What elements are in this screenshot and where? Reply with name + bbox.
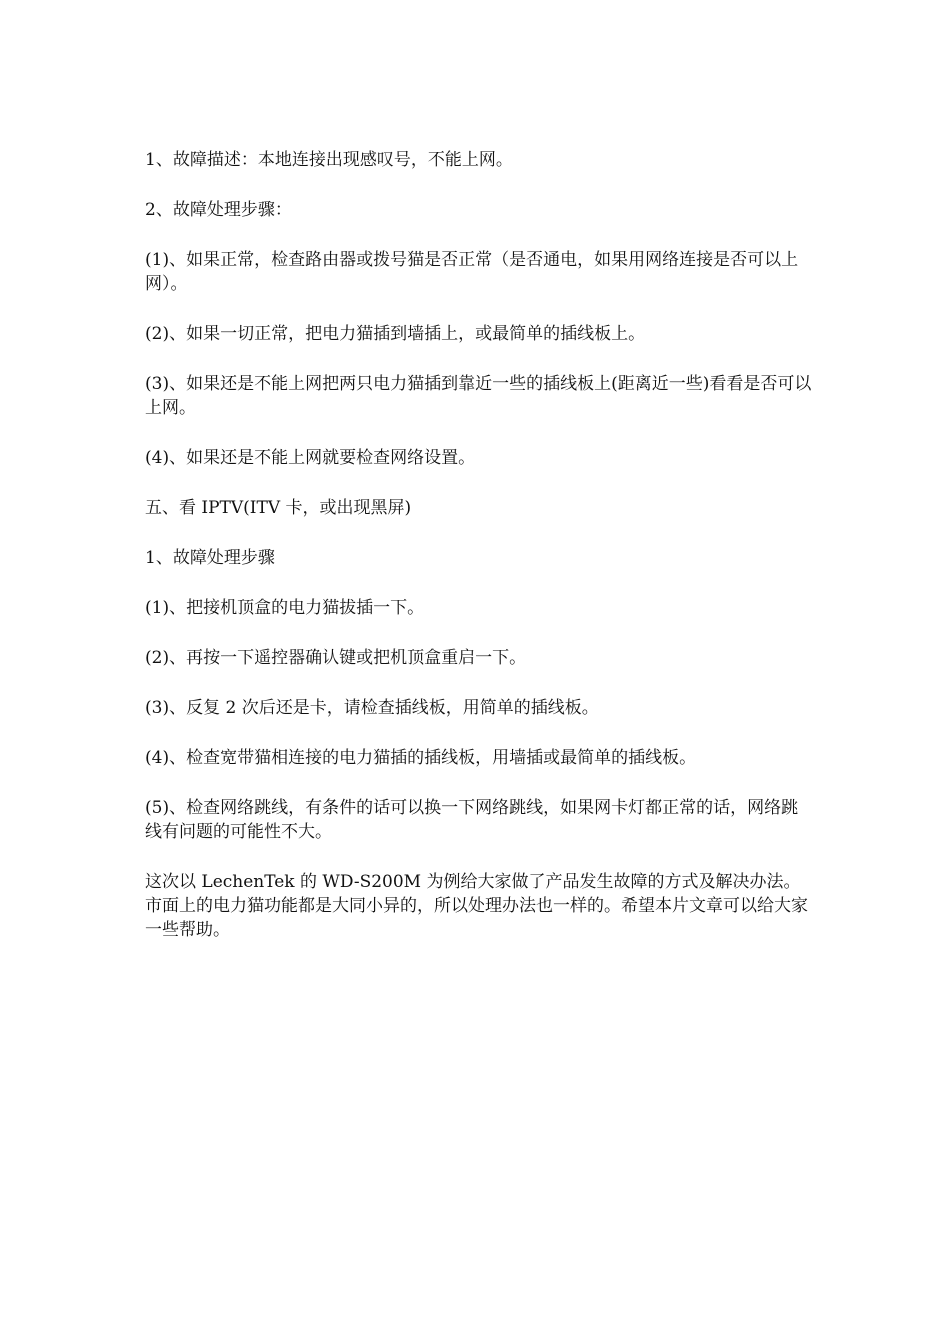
fault-steps-heading: 2、故障处理步骤： [145,200,292,220]
step-2-plug-wall: (2)、如果一切正常，把电力猫插到墙插上，或最简单的插线板上。 [145,324,646,344]
iptv-step-2: (2)、再按一下遥控器确认键或把机顶盒重启一下。 [145,648,527,668]
step-3-move-closer: (3)、如果还是不能上网把两只电力猫插到靠近一些的插线板上(距离近一些)看看是否可以上网。 [145,374,812,418]
closing-paragraph: 这次以 LechenTek 的 WD-S200M 为例给大家做了产品发生故障的方式及解决办法。市面上的电力猫功能都是大同小异的，所以处理办法也一样的。希望本片文章可以给大家一些帮助。 [145,872,808,940]
section-5-heading: 五、看 IPTV(ITV 卡，或出现黑屏) [145,498,412,518]
step-1-check-router: (1)、如果正常，检查路由器或拨号猫是否正常（是否通电，如果用网络连接是否可以上网）。 [145,250,799,294]
iptv-step-5: (5)、检查网络跳线，有条件的话可以换一下网络跳线，如果网卡灯都正常的话，网络跳线有问题的可能性不大。 [145,798,799,842]
iptv-steps-heading: 1、故障处理步骤 [145,548,275,568]
document-body [145,148,813,968]
fault-description: 1、故障描述：本地连接出现感叹号，不能上网。 [145,150,513,170]
iptv-step-3: (3)、反复 2 次后还是卡，请检查插线板，用简单的插线板。 [145,698,599,718]
step-4-network-settings: (4)、如果还是不能上网就要检查网络设置。 [145,448,476,468]
iptv-step-1: (1)、把接机顶盒的电力猫拔插一下。 [145,598,425,618]
iptv-step-4: (4)、检查宽带猫相连接的电力猫插的插线板，用墙插或最简单的插线板。 [145,748,697,768]
